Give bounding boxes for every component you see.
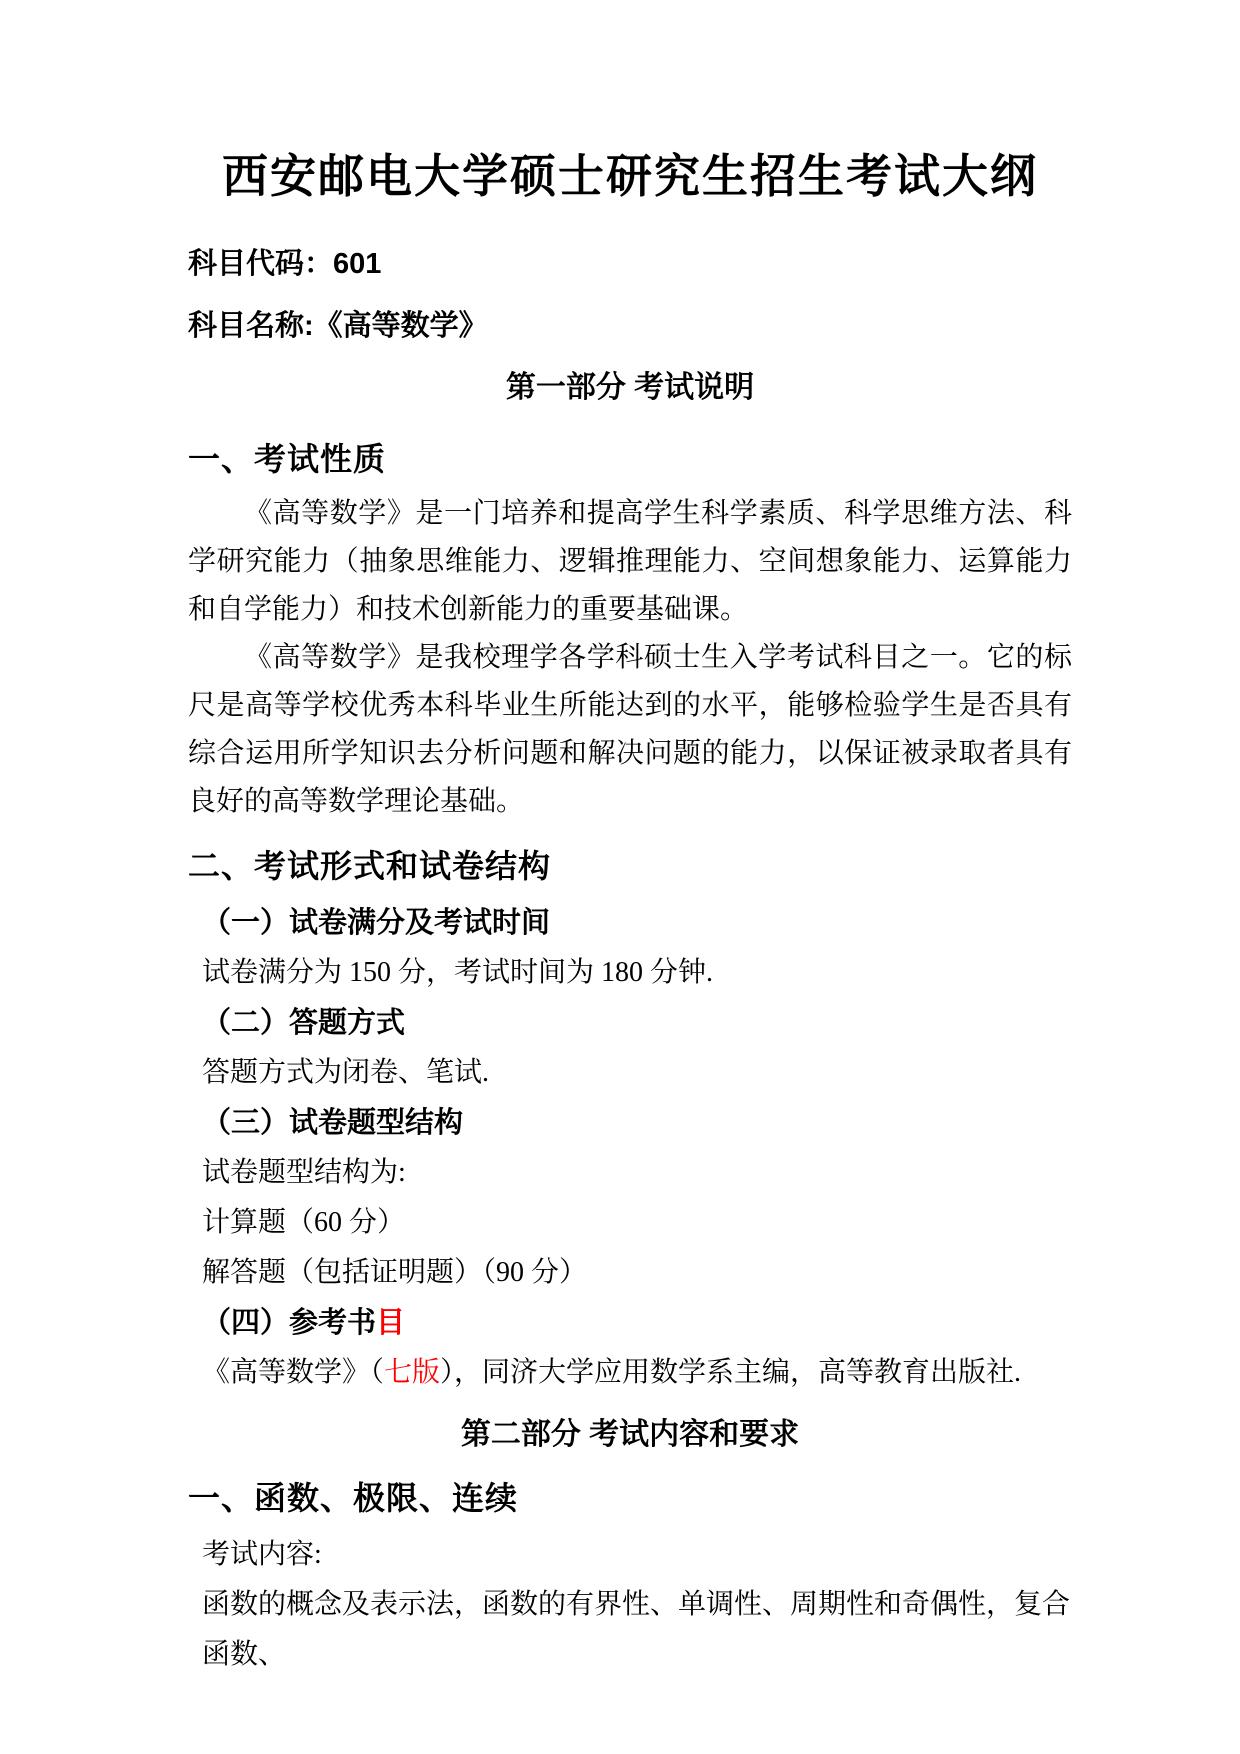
reference-book-line — [202, 1348, 1072, 1398]
subsection-answer-method-body: 答题方式为闭卷、笔试. — [202, 1057, 490, 1088]
reference-book-suffix: ），同济大学应用数学系主编，高等教育出版社. — [440, 1357, 1022, 1388]
subsection-reference-books — [188, 1298, 1072, 1398]
exam-nature-paragraph-1: 《高等数学》是一门培养和提高学生科学素质、科学思维方法、科学研究能力（抽象思维能力、逻辑推理能力、空间想象能力、运算能力和自学能力）和技术创新能力的重要基础课。 — [188, 498, 1072, 625]
reference-heading-prefix: （四）参考书 — [202, 1307, 377, 1339]
section-exam-nature-heading: 一、考试性质 — [188, 441, 387, 477]
subsection-score-time-body: 试卷满分为 150 分，考试时间为 180 分钟. — [202, 957, 714, 988]
reference-heading-red-char: 目 — [376, 1307, 406, 1339]
subject-name-line: 科目名称:《高等数学》 — [188, 310, 488, 342]
answer-question-line: 解答题（包括证明题）（90 分） — [202, 1257, 588, 1288]
section-exam-format-heading: 二、考试形式和试卷结构 — [188, 848, 552, 884]
exam-nature-paragraph-2: 《高等数学》是我校理学各学科硕士生入学考试科目之一。它的标尺是高等学校优秀本科毕业生所能达到的水平，能够检验学生是否具有综合运用所学知识去分析问题和解决问题的能力，以保证被录取者具有良好的高等数学理论基础。 — [188, 642, 1072, 817]
subject-code-line: 科目代码：601 — [188, 248, 382, 280]
subsection-score-time — [188, 898, 1072, 998]
reference-book-edition-red: 七版 — [384, 1357, 441, 1388]
subsection-answer-method — [188, 998, 1072, 1098]
page-title: 西安邮电大学硕士研究生招生考试大纲 — [222, 150, 1038, 202]
subsection-answer-method-heading: （二）答题方式 — [202, 1007, 406, 1039]
calculation-question-line: 计算题（60 分） — [202, 1207, 406, 1238]
reference-book-prefix: 《高等数学》（ — [202, 1357, 385, 1388]
subsection-question-structure — [188, 1098, 1072, 1298]
exam-content-block — [188, 1530, 1072, 1680]
part1-heading: 第一部分 考试说明 — [505, 371, 755, 404]
question-structure-line: 试卷题型结构为: — [202, 1157, 406, 1188]
exam-content-line: 函数的概念及表示法，函数的有界性、单调性、周期性和奇偶性，复合函数、 — [202, 1589, 1071, 1670]
subsection-score-time-heading: （一）试卷满分及考试时间 — [202, 907, 551, 939]
part2-heading: 第二部分 考试内容和要求 — [460, 1418, 800, 1451]
exam-content-label: 考试内容: — [202, 1539, 322, 1570]
subsection-question-structure-heading: （三）试卷题型结构 — [202, 1107, 464, 1139]
exam-nature-paragraphs — [188, 490, 1072, 826]
section-function-limit-heading: 一、函数、极限、连续 — [188, 1480, 519, 1516]
subsection-reference-books-heading — [202, 1298, 1072, 1348]
